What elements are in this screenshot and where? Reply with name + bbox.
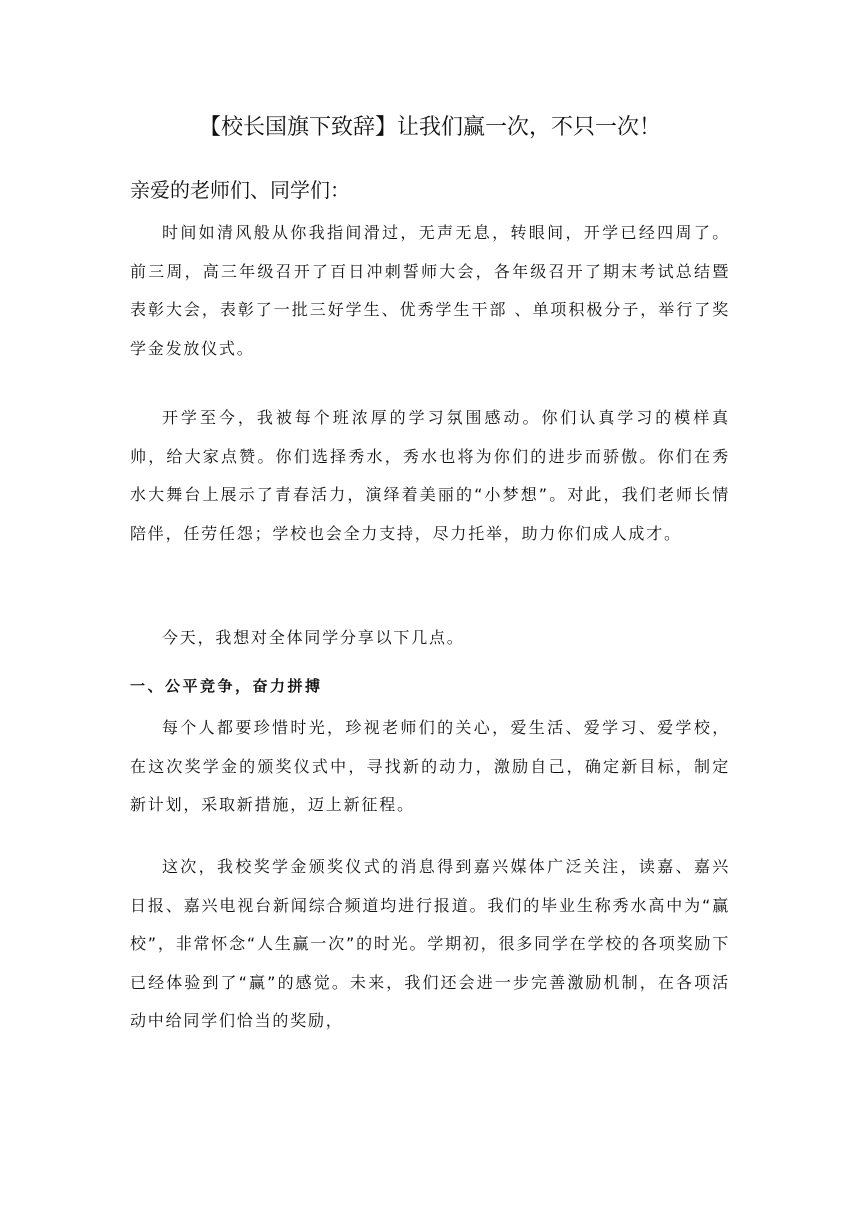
document-title: 【校长国旗下致辞】让我们赢一次，不只一次！ [198, 115, 661, 140]
paragraph-media-coverage: 这次，我校奖学金颁奖仪式的消息得到嘉兴媒体广泛关注，读嘉、嘉兴日报、嘉兴电视台新闻综合频道均进行报道。我们的毕业生称秀水高中为“赢校”，非常怀念“人生赢一次”的时光。学期初，很多同学在学校的各项奖励下已经体验到了“赢”的感觉。未来，我们还会进一步完善激励机制，在各项活动中给同学们恰当的奖励， [130, 857, 730, 1030]
paragraph-opening: 时间如清风般从你我指间滑过，无声无息，转眼间，开学已经四周了。前三周，高三年级召开了百日冲刺誓师大会，各年级召开了期末考试总结暨表彰大会，表彰了一批三好学生、优秀学生干部 、单项积极分子，举行了奖学金发放仪式。 [130, 223, 730, 358]
paragraph-intro: 今天，我想对全体同学分享以下几点。 [162, 628, 465, 647]
section-heading: 一、公平竞争，奋力拼搏 [130, 677, 323, 695]
greeting: 亲爱的老师们、同学们： [130, 178, 350, 202]
paragraph-atmosphere: 开学至今，我被每个班浓厚的学习氛围感动。你们认真学习的模样真帅，给大家点赞。你们选择秀水，秀水也将为你们的进步而骄傲。你们在秀水大舞台上展示了青春活力，演绎着美丽的“小梦想”。对此，我们老师长情陪伴，任劳任怨；学校也会全力支持，尽力托举，助力你们成人成才。 [130, 408, 730, 543]
paragraph-cherish-time: 每个人都要珍惜时光，珍视老师们的关心，爱生活、爱学习、爱学校，在这次奖学金的颁奖仪式中，寻找新的动力，激励自己，确定新目标，制定新计划，采取新措施，迈上新征程。 [130, 718, 730, 814]
